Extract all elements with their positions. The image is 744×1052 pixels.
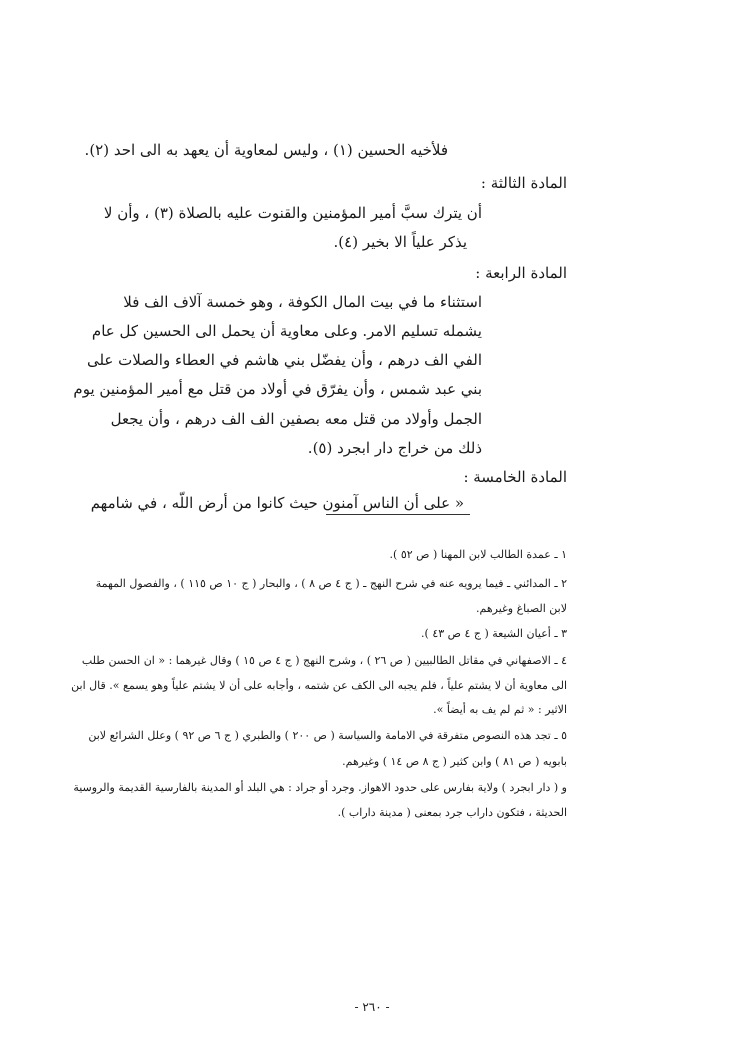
body-line: أن يترك سبَّ أمير المؤمنين والقنوت عليه بالصلاة (٣) ، وأن لا <box>103 204 482 222</box>
footnote-1: ١ ـ عمدة الطالب لابن المهنا ( ص ٥٢ ). <box>389 548 567 561</box>
body-line: « على أن الناس آمنون حيث كانوا من أرض اللّه ، في شامهم <box>90 494 464 512</box>
body-line: الجمل وأولاد من قتل معه بصفين الف الف درهم ، وأن يجعل <box>110 410 482 428</box>
footnote-2: ٢ ـ المدائني ـ فيما يرويه عنه في شرح النهج ـ ( ج ٤ ص ٨ ) ، والبحار ( ج ١٠ ص ١١٥ ) ، والفصول المهمة <box>95 577 567 590</box>
heading-article-5: المادة الخامسة : <box>463 468 567 486</box>
footnote-4-cont: الى معاوية أن لا يشتم علياً ، فلم يجبه الى الكف عن شتمه ، وأجابه على أن لا يشتم علياً وهو يسمع ». قال ابن <box>71 679 567 692</box>
footnote-4: ٤ ـ الاصفهاني في مقاتل الطالبيين ( ص ٢٦ ) ، وشرح النهج ( ج ٤ ص ١٥ ) وقال غيرهما : « ان الحسن طلب <box>81 654 567 667</box>
body-line: يذكر علياً الا بخير (٤). <box>333 233 467 251</box>
body-line: استثناء ما في بيت المال الكوفة ، وهو خمسة آلاف الف فلا <box>123 293 482 311</box>
footnote-3: ٣ ـ أعيان الشيعة ( ج ٤ ص ٤٣ ). <box>421 627 567 640</box>
footnote-separator <box>326 514 470 515</box>
body-line: ذلك من خراج دار ابجرد (٥). <box>307 439 482 457</box>
footnote-4-cont: الاثير : « ثم لم يف به أيضاً ». <box>433 703 567 716</box>
body-line: فلأخيه الحسين (١) ، وليس لمعاوية أن يعهد به الى احد (٢). <box>84 141 448 159</box>
footnote-5-cont: بابويه ( ص ٨١ ) وابن كثير ( ج ٨ ص ١٤ ) وغيرهم. <box>342 755 567 768</box>
footnote-5: ٥ ـ تجد هذه النصوص متفرقة في الامامة والسياسة ( ص ٢٠٠ ) والطبري ( ج ٦ ص ٩٢ ) وعلل الشرائع لابن <box>88 729 567 742</box>
body-line: الفي الف درهم ، وأن يفضّل بني هاشم في العطاء والصلات على <box>86 351 482 369</box>
page-number: - ٢٦٠ - <box>354 1000 390 1014</box>
heading-article-3: المادة الثالثة : <box>480 174 567 192</box>
footnote-6-cont: الحديثة ، فتكون داراب جرد بمعنى ( مدينة داراب ). <box>337 806 567 819</box>
body-line: يشمله تسليم الامر. وعلى معاوية أن يحمل الى الحسين كل عام <box>91 322 482 340</box>
footnote-2-cont: لابن الصباغ وغيرهم. <box>476 602 567 615</box>
footnote-6: و ( دار ابجرد ) ولاية بفارس على حدود الاهواز. وجرد أو جراد : هي البلد أو المدينة بالفارسية القديمة والروسية <box>73 781 567 794</box>
heading-article-4: المادة الرابعة : <box>475 264 567 282</box>
body-line: بني عبد شمس ، وأن يفرّق في أولاد من قتل مع أمير المؤمنين يوم <box>73 380 482 398</box>
